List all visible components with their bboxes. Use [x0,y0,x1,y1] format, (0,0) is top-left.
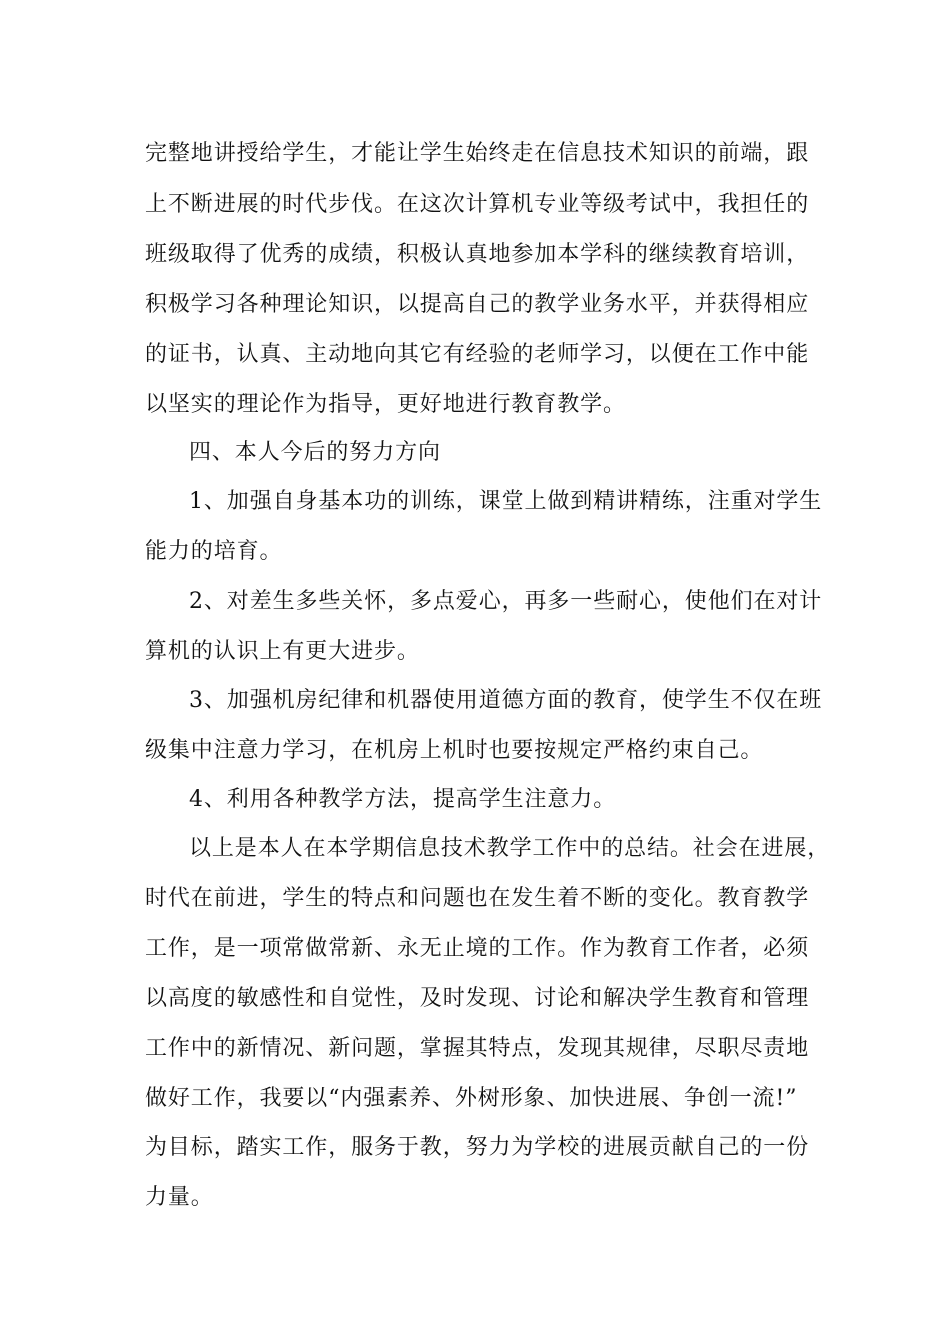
paragraph-line: 的证书，认真、主动地向其它有经验的老师学习，以便在工作中能 [145,342,810,367]
section-heading: 四、本人今后的努力方向 [189,440,441,465]
list-item-line: 2、对差生多些关怀，多点爱心，再多一些耐心，使他们在对计 [189,589,823,614]
paragraph-line: 力量。 [145,1185,214,1210]
paragraph-line: 时代在前进，学生的特点和问题也在发生着不断的变化。教育教学 [145,886,810,911]
list-item-line: 算机的认识上有更大进步。 [145,639,420,664]
list-item-line: 3、加强机房纪律和机器使用道德方面的教育，使学生不仅在班 [189,688,823,713]
list-item-line: 1、加强自身基本功的训练，课堂上做到精讲精练，注重对学生 [189,489,823,514]
paragraph-line: 为目标，踏实工作，服务于教，努力为学校的进展贡献自己的一份 [145,1135,810,1160]
paragraph-line: 积极学习各种理论知识，以提高自己的教学业务水平，并获得相应 [145,292,810,317]
paragraph-line: 以坚实的理论作为指导，更好地进行教育教学。 [145,392,626,417]
paragraph-line: 完整地讲授给学生，才能让学生始终走在信息技术知识的前端，跟 [145,141,810,166]
paragraph-line: 班级取得了优秀的成绩，积极认真地参加本学科的继续教育培训， [145,242,810,267]
paragraph-line: 上不断进展的时代步伐。在这次计算机专业等级考试中，我担任的 [145,192,810,217]
paragraph-line: 工作，是一项常做常新、永无止境的工作。作为教育工作者，必须 [145,936,810,961]
paragraph-line: 做好工作，我要以“内强素养、外树形象、加快进展、争创一流!” [145,1086,798,1111]
list-item-line: 4、利用各种教学方法，提高学生注意力。 [189,787,617,812]
list-item-line: 能力的培育。 [145,539,283,564]
paragraph-line: 以上是本人在本学期信息技术教学工作中的总结。社会在进展， [189,836,831,861]
paragraph-line: 以高度的敏感性和自觉性，及时发现、讨论和解决学生教育和管理 [145,986,810,1011]
list-item-line: 级集中注意力学习，在机房上机时也要按规定严格约束自己。 [145,738,764,763]
paragraph-line: 工作中的新情况、新问题，掌握其特点，发现其规律，尽职尽责地 [145,1036,810,1061]
